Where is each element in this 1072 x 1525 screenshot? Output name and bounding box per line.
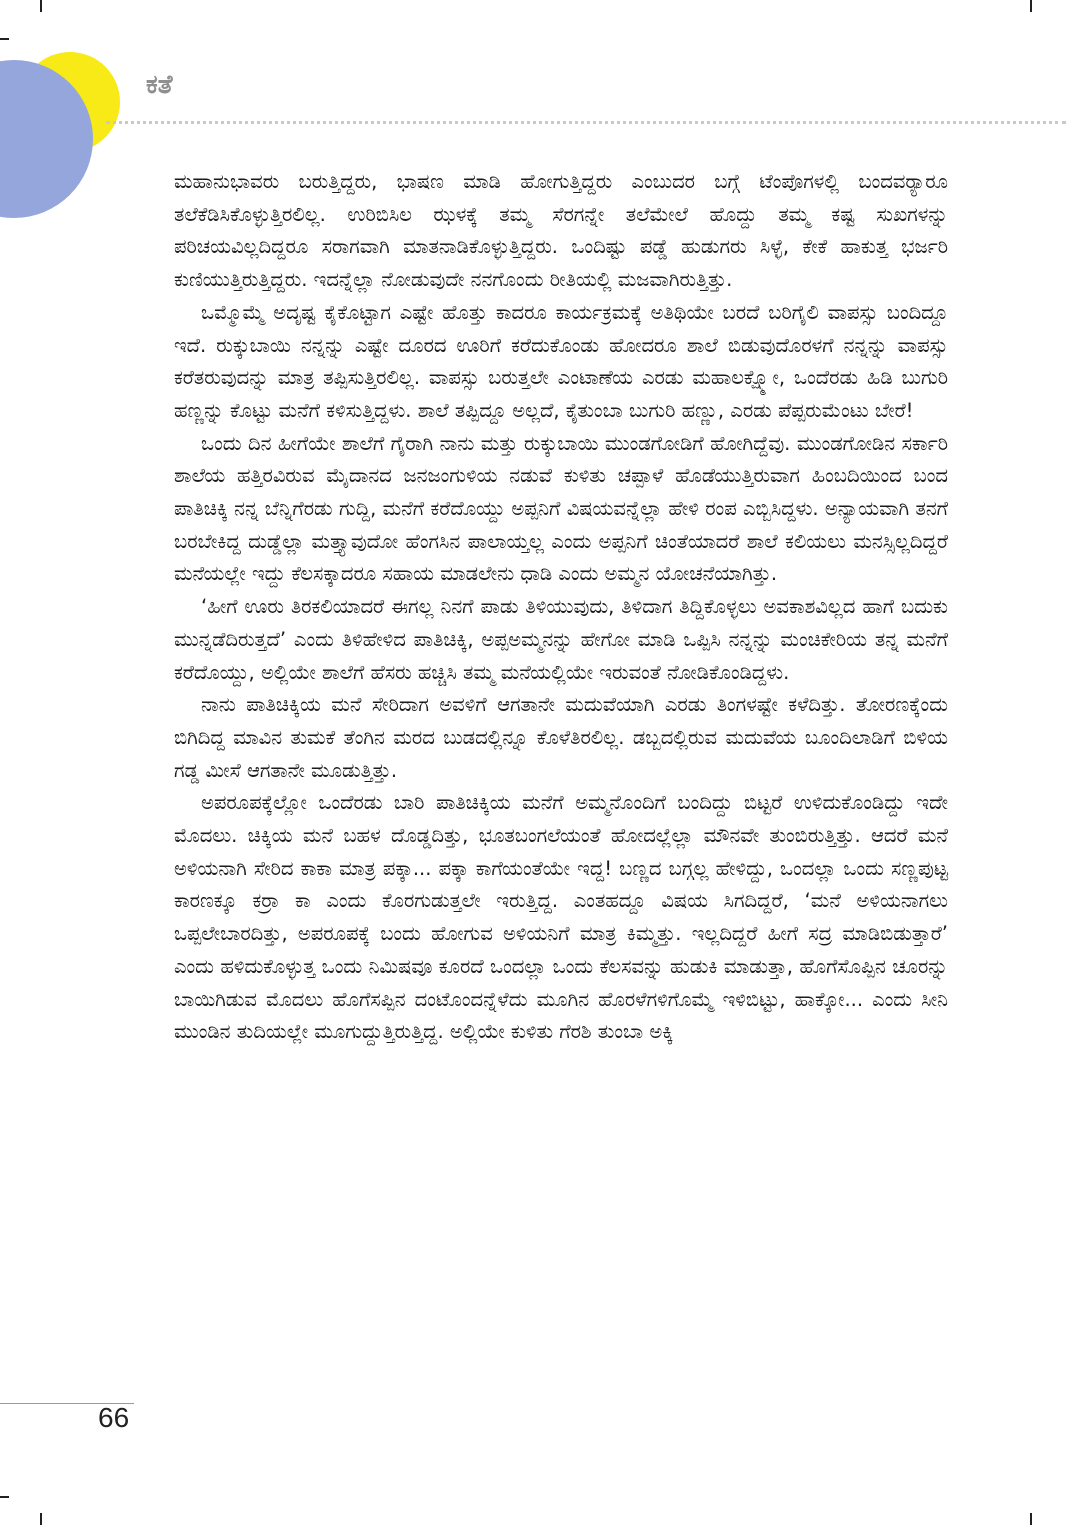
section-title: ಕತೆ [146,70,173,100]
crop-mark-top-right [1030,0,1032,12]
crop-mark-top-left [40,0,42,12]
page-number: 66 [98,1402,130,1433]
crop-mark-left-upper [0,38,9,40]
story-paragraph: ಮಹಾನುಭಾವರು ಬರುತ್ತಿದ್ದರು, ಭಾಷಣ ಮಾಡಿ ಹೋಗುತ್ತಿದ್ದರು ಎಂಬುದರ ಬಗ್ಗೆ ಟೆಂಪೊಗಳಲ್ಲಿ ಬಂದವರ್‍ಯಾರೂ ತಲೆಕೆಡಿಸಿಕೊಳ್ಳುತ್ತಿರಲಿಲ್ಲ. ಉರಿಬಿಸಿಲ ಝಳಕ್ಕೆ ತಮ್ಮ ಸೆರಗನ್ನೇ ತಲೆಮೇಲೆ ಹೊದ್ದು ತಮ್ಮ ಕಷ್ಟ ಸುಖಗಳನ್ನು ಪರಿಚಯವಿಲ್ಲದಿದ್ದರೂ ಸರಾಗವಾಗಿ ಮಾತನಾಡಿಕೊಳ್ಳುತ್ತಿದ್ದರು. ಒಂದಿಷ್ಟು ಪಡ್ಡೆ ಹುಡುಗರು ಸಿಳ್ಳೆ, ಕೇಕೆ ಹಾಕುತ್ತ ಭರ್ಜರಿ ಕುಣಿಯುತ್ತಿರುತ್ತಿದ್ದರು. ಇದನ್ನೆಲ್ಲಾ ನೋಡುವುದೇ ನನಗೊಂದು ರೀತಿಯಲ್ಲಿ ಮಜವಾಗಿರುತ್ತಿತ್ತು. [174,170,948,292]
crop-mark-left-lower [0,1496,9,1498]
story-paragraph: ‘ಹೀಗೆ ಊರು ತಿರಕಲಿಯಾದರೆ ಈಗಲ್ಲ ನಿನಗೆ ಪಾಡು ತಿಳಿಯುವುದು, ತಿಳಿದಾಗ ತಿದ್ದಿಕೊಳ್ಳಲು ಅವಕಾಶವಿಲ್ಲದ ಹಾಗೆ ಬದುಕು ಮುನ್ನಡೆದಿರುತ್ತದೆ’ ಎಂದು ತಿಳಿಹೇಳಿದ ಪಾತಿಚಿಕ್ಕಿ, ಅಪ್ಪಅಮ್ಮನನ್ನು ಹೇಗೋ ಮಾಡಿ ಒಪ್ಪಿಸಿ ನನ್ನನ್ನು ಮಂಚಿಕೇರಿಯ ತನ್ನ ಮನೆಗೆ ಕರೆದೊಯ್ದು, ಅಲ್ಲಿಯೇ ಶಾಲೆಗೆ ಹೆಸರು ಹಚ್ಚಿಸಿ ತಮ್ಮ ಮನೆಯಲ್ಲಿಯೇ ಇರುವಂತೆ ನೋಡಿಕೊಂಡಿದ್ದಳು. [174,595,948,684]
story-body [174,166,948,1049]
story-paragraph: ಅಪರೂಪಕ್ಕೆಲ್ಲೋ ಒಂದೆರಡು ಬಾರಿ ಪಾತಿಚಿಕ್ಕಿಯ ಮನೆಗೆ ಅಮ್ಮನೊಂದಿಗೆ ಬಂದಿದ್ದು ಬಿಟ್ಟರೆ ಉಳಿದುಕೊಂಡಿದ್ದು ಇದೇ ಮೊದಲು. ಚಿಕ್ಕಿಯ ಮನೆ ಬಹಳ ದೊಡ್ಡದಿತ್ತು, ಭೂತಬಂಗಲೆಯಂತೆ ಹೋದಲ್ಲೆಲ್ಲಾ ಮೌನವೇ ತುಂಬಿರುತ್ತಿತ್ತು. ಆದರೆ ಮನೆ ಅಳಿಯನಾಗಿ ಸೇರಿದ ಕಾಕಾ ಮಾತ್ರ ಪಕ್ಕಾ... ಪಕ್ಕಾ ಕಾಗೆಯಂತೆಯೇ ಇದ್ದ! ಬಣ್ಣದ ಬಗ್ಗಲ್ಲ ಹೇಳಿದ್ದು, ಒಂದಲ್ಲಾ ಒಂದು ಸಣ್ಣಪುಟ್ಟ ಕಾರಣಕ್ಕೂ ಕರ್‍ರಾ ಕಾ ಎಂದು ಕೊರಗುಡುತ್ತಲೇ ಇರುತ್ತಿದ್ದ. ಎಂತಹದ್ದೂ ವಿಷಯ ಸಿಗದಿದ್ದರೆ, ‘ಮನೆ ಅಳಿಯನಾಗಲು ಒಪ್ಪಲೇಬಾರದಿತ್ತು, ಅಪರೂಪಕ್ಕೆ ಬಂದು ಹೋಗುವ ಅಳಿಯನಿಗೆ ಮಾತ್ರ ಕಿಮ್ಮತ್ತು. ಇಲ್ಲದಿದ್ದರೆ ಹೀಗೆ ಸದ್ರ ಮಾಡಿಬಿಡುತ್ತಾರೆ’ ಎಂದು ಹಳಿದುಕೊಳ್ಳುತ್ತ ಒಂದು ನಿಮಿಷವೂ ಕೂರದೆ ಒಂದಲ್ಲಾ ಒಂದು ಕೆಲಸವನ್ನು ಹುಡುಕಿ ಮಾಡುತ್ತಾ, ಹೊಗೆಸೊಪ್ಪಿನ ಚೂರನ್ನು ಬಾಯಿಗಿಡುವ ಮೊದಲು ಹೊಗೆಸಪ್ಪಿನ ದಂಟೊಂದನ್ನೆಳೆದು ಮೂಗಿನ ಹೊರಳೆಗಳಿಗೊಮ್ಮೆ ಇಳಿಬಿಟ್ಟು, ಹಾಕ್ಕೋ... ಎಂದು ಸೀನಿ ಮುಂಡಿನ ತುದಿಯಲ್ಲೇ ಮೂಗುದ್ದುತ್ತಿರುತ್ತಿದ್ದ. ಅಲ್ಲಿಯೇ ಕುಳಿತು ಗೆರಶಿ ತುಂಬಾ ಅಕ್ಕಿ [174,791,948,1044]
crop-mark-bottom-right [1030,1513,1032,1525]
crop-mark-bottom-left [40,1513,42,1525]
dotted-divider [106,121,1066,124]
story-paragraph: ನಾನು ಪಾತಿಚಿಕ್ಕಿಯ ಮನೆ ಸೇರಿದಾಗ ಅವಳಿಗೆ ಆಗತಾನೇ ಮದುವೆಯಾಗಿ ಎರಡು ತಿಂಗಳಷ್ಟೇ ಕಳೆದಿತ್ತು. ತೋರಣಕ್ಕೆಂದು ಬಿಗಿದಿದ್ದ ಮಾವಿನ ತುಮಕೆ ತೆಂಗಿನ ಮರದ ಬುಡದಲ್ಲಿನ್ನೂ ಕೊಳೆತಿರಲಿಲ್ಲ. ಡಬ್ಬದಲ್ಲಿರುವ ಮದುವೆಯ ಬೂಂದಿಲಾಡಿಗೆ ಬಿಳಿಯ ಗಡ್ಡ ಮೀಸೆ ಆಗತಾನೇ ಮೂಡುತ್ತಿತ್ತು. [174,693,948,782]
story-paragraph: ಒಮ್ಮೊಮ್ಮೆ ಅದೃಷ್ಟ ಕೈಕೊಟ್ಟಾಗ ಎಷ್ಟೇ ಹೊತ್ತು ಕಾದರೂ ಕಾರ್ಯಕ್ರಮಕ್ಕೆ ಅತಿಥಿಯೇ ಬರದೆ ಬರಿಗೈಲಿ ವಾಪಸ್ಸು ಬಂದಿದ್ದೂ ಇದೆ. ರುಕ್ಕುಬಾಯಿ ನನ್ನನ್ನು ಎಷ್ಟೇ ದೂರದ ಊರಿಗೆ ಕರೆದುಕೊಂಡು ಹೋದರೂ ಶಾಲೆ ಬಿಡುವುದೊರಳಗೆ ನನ್ನನ್ನು ವಾಪಸ್ಸು ಕರೆತರುವುದನ್ನು ಮಾತ್ರ ತಪ್ಪಿಸುತ್ತಿರಲಿಲ್ಲ. ವಾಪಸ್ಸು ಬರುತ್ತಲೇ ಎಂಟಾಣೆಯ ಎರಡು ಮಹಾಲಕ್ಷ್ಮೋ, ಒಂದೆರಡು ಹಿಡಿ ಬುಗುರಿ ಹಣ್ಣನ್ನು ಕೊಟ್ಟು ಮನೆಗೆ ಕಳಿಸುತ್ತಿದ್ದಳು. ಶಾಲೆ ತಪ್ಪಿದ್ದೂ ಅಲ್ಲದೆ, ಕೈತುಂಬಾ ಬುಗುರಿ ಹಣ್ಣು, ಎರಡು ಪೆಪ್ಪರುಮೆಂಟು ಬೇರೆ! [174,300,948,422]
story-paragraph: ಒಂದು ದಿನ ಹೀಗೆಯೇ ಶಾಲೆಗೆ ಗೈರಾಗಿ ನಾನು ಮತ್ತು ರುಕ್ಕುಬಾಯಿ ಮುಂಡಗೋಡಿಗೆ ಹೋಗಿದ್ದೆವು. ಮುಂಡಗೋಡಿನ ಸರ್ಕಾರಿ ಶಾಲೆಯ ಹತ್ತಿರವಿರುವ ಮೈದಾನದ ಜನಜಂಗುಳಿಯ ನಡುವೆ ಕುಳಿತು ಚಪ್ಪಾಳೆ ಹೊಡೆಯುತ್ತಿರುವಾಗ ಹಿಂಬದಿಯಿಂದ ಬಂದ ಪಾತಿಚಿಕ್ಕಿ ನನ್ನ ಬೆನ್ನಿಗೆರಡು ಗುದ್ದಿ, ಮನೆಗೆ ಕರೆದೊಯ್ದು ಅಪ್ಪನಿಗೆ ವಿಷಯವನ್ನೆಲ್ಲಾ ಹೇಳಿ ರಂಪ ಎಬ್ಬಿಸಿದ್ದಳು. ಅನ್ಯಾಯವಾಗಿ ತನಗೆ ಬರಬೇಕಿದ್ದ ದುಡ್ಡೆಲ್ಲಾ ಮತ್ತ್ಯಾವುದೋ ಹೆಂಗಸಿನ ಪಾಲಾಯ್ತಲ್ಲ ಎಂದು ಅಪ್ಪನಿಗೆ ಚಿಂತೆಯಾದರೆ ಶಾಲೆ ಕಲಿಯಲು ಮನಸ್ಸಿಲ್ಲದಿದ್ದರೆ ಮನೆಯಲ್ಲೇ ಇದ್ದು ಕೆಲಸಕ್ಕಾದರೂ ಸಹಾಯ ಮಾಡಲೇನು ಧಾಡಿ ಎಂದು ಅಮ್ಮನ ಯೋಚನೆಯಾಗಿತ್ತು. [174,431,948,586]
